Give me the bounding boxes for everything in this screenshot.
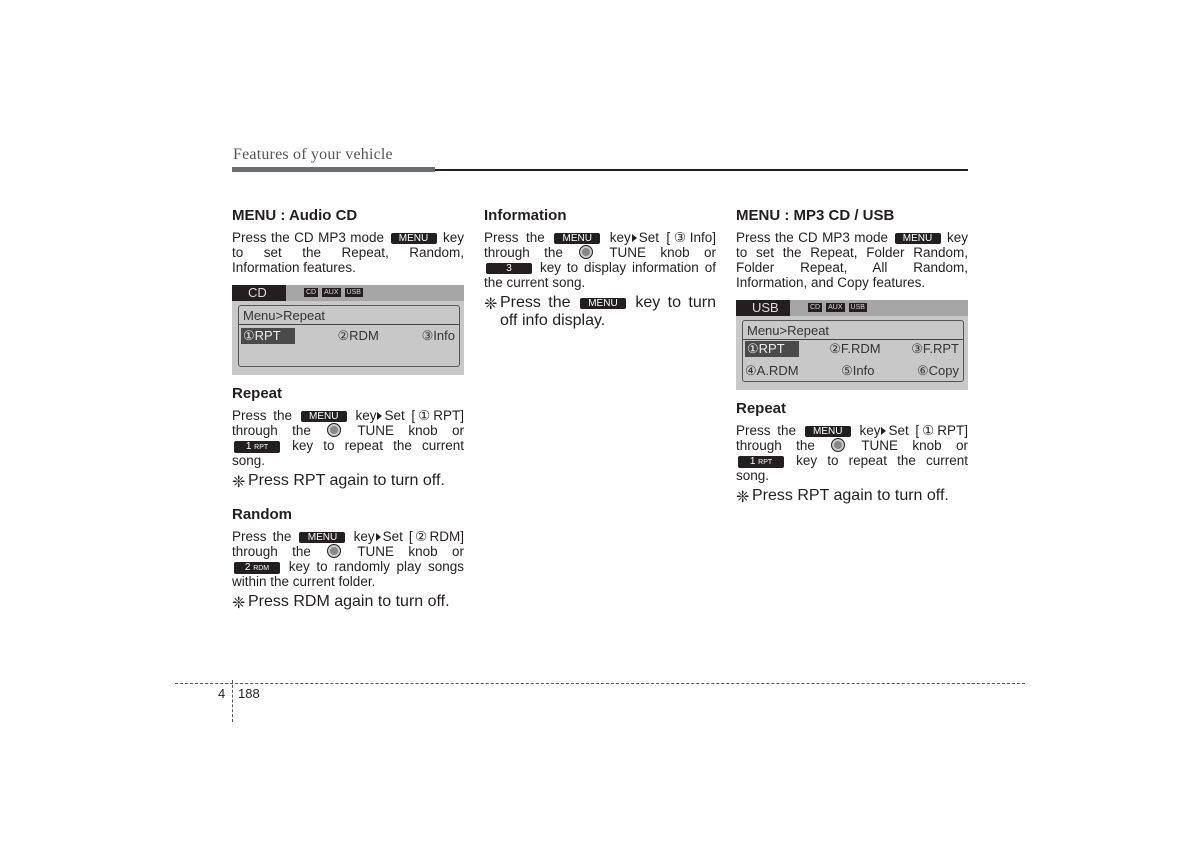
option-rpt: ①RPT	[745, 341, 799, 357]
repeat-note: ❈ Press RPT again to turn off.	[232, 472, 445, 491]
header-rule-accent	[232, 167, 435, 172]
menu-key-icon: MENU	[895, 233, 941, 244]
info-key-icon: 3	[486, 263, 532, 274]
tune-knob-icon	[327, 544, 341, 558]
cd-display-screen	[232, 285, 464, 375]
tag-usb: USB	[850, 304, 865, 311]
section-heading-random: Random	[232, 506, 292, 523]
display-menu-box	[742, 320, 964, 382]
option-copy: ⑥Copy	[916, 363, 959, 378]
option-f-rdm: ②F.RDM	[829, 341, 881, 356]
menu-key-icon: MENU	[805, 426, 851, 437]
note-mark-icon: ❈	[736, 489, 750, 506]
intro-paragraph: Press the CD MP3 mode MENU key to set the Repeat, Folder Random, Folder Repeat, All Random, Information, and Copy features.	[736, 230, 968, 290]
intro-paragraph: Press the CD MP3 mode MENU key to set the Repeat, Random, Information features.	[232, 230, 464, 275]
random-note: ❈ Press RDM again to turn off.	[232, 593, 450, 612]
display-options-row1	[745, 341, 959, 357]
display-separator	[743, 339, 963, 340]
footer-divider	[232, 680, 233, 722]
display-options-row2	[745, 363, 959, 379]
random-paragraph: Press the MENU key Set [②RDM] through the TUNE knob or 2 RDM key to randomly play songs within the current folder.	[232, 529, 464, 589]
repeat-paragraph: Press the MENU key Set [①RPT] through the TUNE knob or 1 RPT key to repeat the current song.	[736, 423, 968, 483]
tag-usb: USB	[346, 289, 361, 296]
display-topbar	[232, 285, 464, 301]
option-info: ③Info	[421, 328, 455, 343]
section-heading-audio-cd: MENU : Audio CD	[232, 207, 358, 224]
display-source: CD	[232, 285, 286, 301]
option-f-rpt: ③F.RPT	[911, 341, 959, 356]
option-rpt: ①RPT	[241, 328, 295, 344]
section-heading-repeat: Repeat	[232, 385, 283, 402]
tag-cd: CD	[306, 289, 317, 296]
option-a-rdm: ④A.RDM	[745, 363, 799, 378]
display-menu-box	[238, 305, 460, 367]
note-mark-icon: ❈	[232, 595, 246, 612]
display-menu-path: Menu>Repeat	[243, 308, 326, 323]
section-heading-information: Information	[484, 207, 567, 224]
footer-rule	[175, 683, 1025, 684]
section-heading-mp3-usb: MENU : MP3 CD / USB	[736, 207, 895, 224]
column-mp3-usb	[736, 207, 968, 507]
display-menu-path: Menu>Repeat	[747, 323, 830, 338]
display-tags	[304, 288, 363, 297]
information-paragraph: Press the MENU key Set [③Info] through the TUNE knob or 3 key to display information of the current song.	[484, 230, 716, 290]
tune-knob-icon	[327, 423, 341, 437]
display-topbar	[736, 300, 968, 316]
tune-knob-icon	[579, 245, 593, 259]
option-rdm: ②RDM	[337, 328, 379, 343]
arrow-icon	[377, 412, 382, 420]
repeat-paragraph: Press the MENU key Set [①RPT] through the TUNE knob or 1 RPT key to repeat the current song.	[232, 408, 464, 468]
column-information	[484, 207, 716, 330]
tag-cd: CD	[810, 304, 821, 311]
menu-key-icon: MENU	[301, 411, 347, 422]
display-separator	[239, 324, 459, 325]
chapter-number: 4	[218, 686, 226, 701]
header-title: Features of your vehicle	[233, 146, 393, 163]
arrow-icon	[376, 533, 381, 541]
information-note: ❈ Press the MENU key to turn off info display.	[484, 294, 716, 329]
note-mark-icon: ❈	[232, 474, 246, 491]
menu-key-icon: MENU	[299, 532, 345, 543]
repeat-note: ❈ Press RPT again to turn off.	[736, 487, 949, 506]
tag-aux: AUX	[324, 289, 339, 296]
display-options	[241, 328, 455, 344]
display-tags	[808, 303, 867, 312]
option-info: ⑤Info	[841, 363, 875, 378]
menu-key-icon: MENU	[554, 233, 600, 244]
arrow-icon	[881, 427, 886, 435]
tag-aux: AUX	[828, 304, 843, 311]
usb-display-screen	[736, 300, 968, 390]
tune-knob-icon	[831, 438, 845, 452]
menu-key-icon: MENU	[580, 298, 626, 309]
rpt-key-icon: 1 RPT	[738, 456, 784, 468]
column-audio-cd	[232, 207, 464, 613]
arrow-icon	[632, 234, 637, 242]
page-number: 188	[238, 686, 260, 701]
rdm-key-icon: 2 RDM	[234, 562, 280, 574]
section-heading-repeat: Repeat	[736, 400, 787, 417]
note-mark-icon: ❈	[484, 296, 498, 313]
menu-key-icon: MENU	[391, 233, 437, 244]
rpt-key-icon: 1 RPT	[234, 441, 280, 453]
display-source: USB	[736, 300, 790, 316]
